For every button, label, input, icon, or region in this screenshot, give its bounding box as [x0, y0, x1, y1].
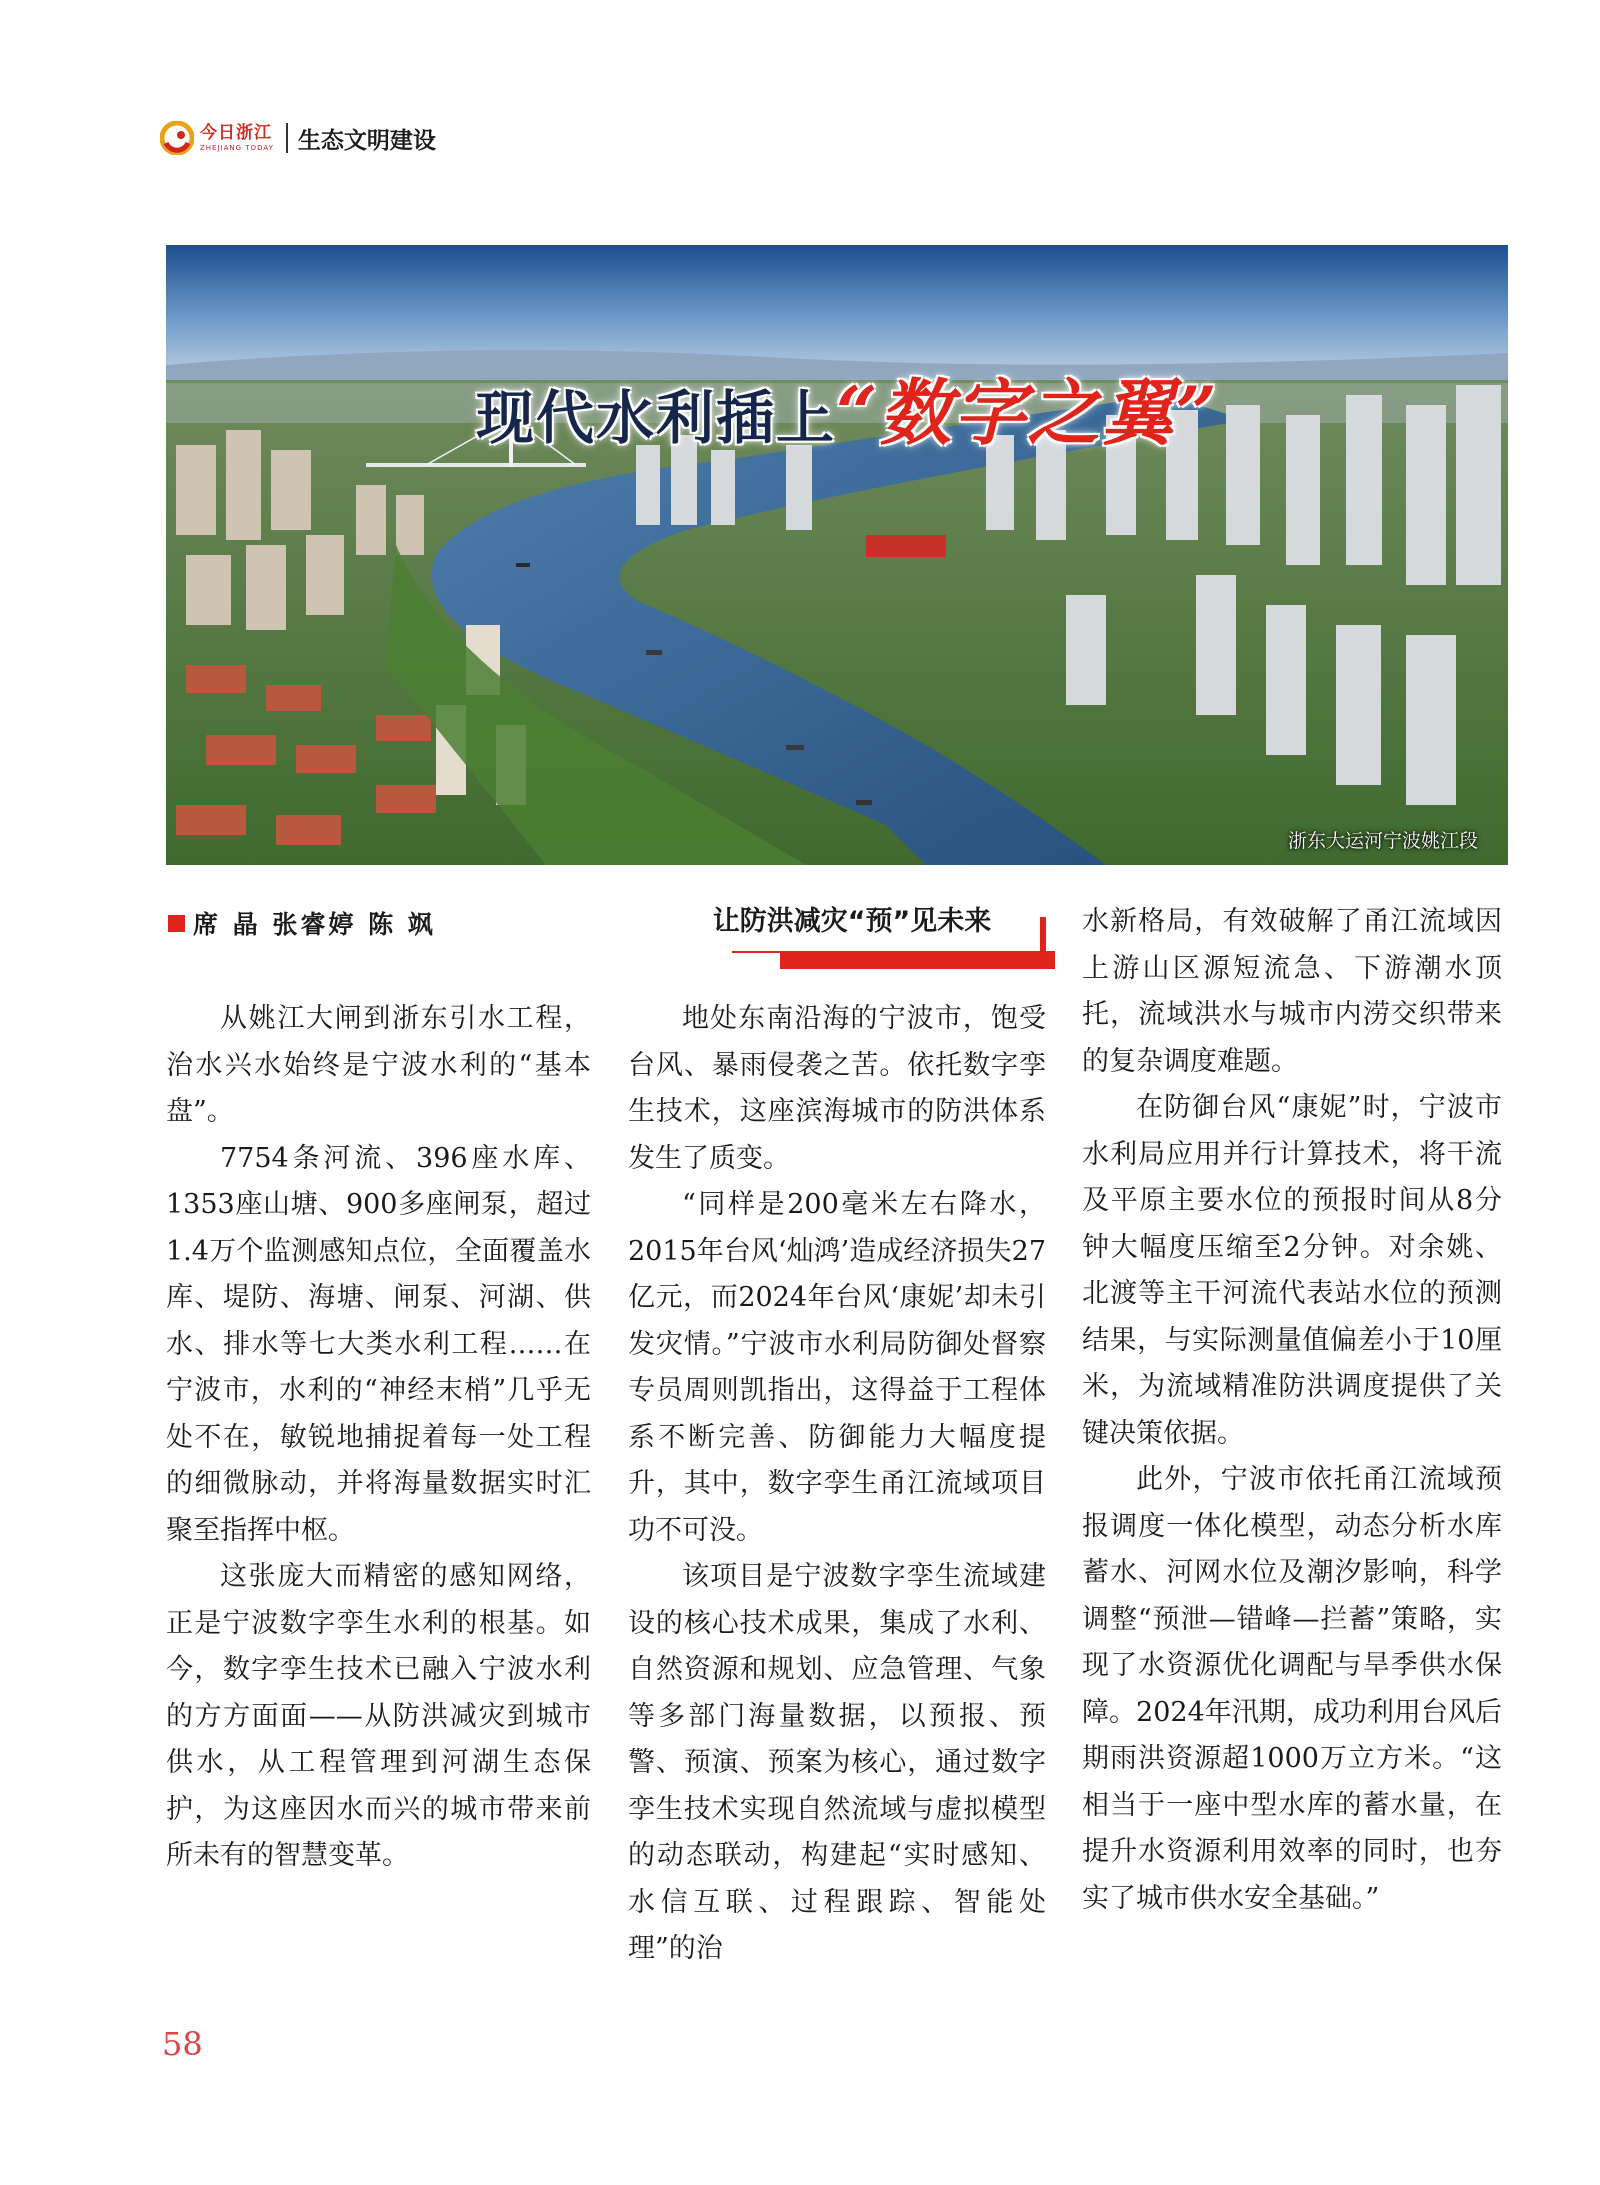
paragraph-continuation: 水新格局，有效破解了甬江流域因上游山区源短流急、下游潮水顶托，流域洪水与城市内涝交织带来的复杂调度难题。 — [1082, 906, 1502, 1077]
subheading: 让防洪减灾“预”见未来 — [712, 906, 992, 937]
logo-en: ZHEJIANG TODAY — [200, 143, 274, 152]
byline-authors: 席 晶 张睿婷 陈 飒 — [193, 910, 436, 939]
hero-photo — [166, 245, 1508, 865]
hero-title-prefix: 现代水利插上 — [476, 384, 837, 452]
masthead-divider — [286, 123, 288, 153]
logo-cn: 今日浙江 — [200, 122, 272, 143]
paragraph: “同样是200毫米左右降水，2015年台风‘灿鸿’造成经济损失27亿元，而2024年台风‘康妮’却未引发灾情。”宁波市水利局防御处督察专员周则凯指出，这得益于工程体系不断完善、防御能力大幅度提升，其中，数字孪生甬江流域项目功不可没。 — [628, 1189, 1046, 1546]
logo-wordmark — [200, 122, 274, 152]
photo-caption: 浙东大运河宁波姚江段 — [1287, 830, 1478, 852]
hero-title-highlight: “数字之翼” — [836, 370, 1219, 455]
subheading-block — [672, 895, 1062, 971]
page-number: 58 — [162, 2025, 203, 2063]
article-column-3 — [1082, 899, 1502, 1922]
paragraph: 此外，宁波市依托甬江流域预报调度一体化模型，动态分析水库蓄水、河网水位及潮汐影响，科学调整“预泄—错峰—拦蓄”策略，实现了水资源优化调配与旱季供水保障。2024年汛期，成功利用台风后期雨洪资源超1000万立方米。“这相当于一座中型水库的蓄水量，在提升水资源利用效率的同时，也夯实了城市供水安全基础。” — [1082, 1464, 1502, 1914]
subheading-bar — [780, 951, 1055, 969]
byline — [168, 905, 436, 941]
paragraph: 7754条河流、396座水库、1353座山塘、900多座闸泵，超过1.4万个监测感知点位，全面覆盖水库、堤防、海塘、闸泵、河湖、供水、排水等七大类水利工程……在宁波市，水利的“神经末梢”几乎无处不在，敏锐地捕捉着每一处工程的细微脉动，并将海量数据实时汇聚至指挥中枢。 — [166, 1142, 591, 1546]
paragraph: 该项目是宁波数字孪生流域建设的核心技术成果，集成了水利、自然资源和规划、应急管理、气象等多部门海量数据，以预报、预警、预演、预案为核心，通过数字孪生技术实现自然流域与虚拟模型的动态联动，构建起“实时感知、水信互联、过程跟踪、智能处理”的治 — [628, 1561, 1046, 1964]
subheading-tick — [1040, 917, 1046, 967]
paragraph: 这张庞大而精密的感知网络，正是宁波数字孪生水利的根基。如今，数字孪生技术已融入宁波水利的方方面面——从防洪减灾到城市供水，从工程管理到河湖生态保护，为这座因水而兴的城市带来前所未有的智慧变革。 — [166, 1561, 591, 1871]
section-title: 生态文明建设 — [297, 127, 436, 154]
article-column-1 — [166, 996, 591, 1880]
paragraph: 从姚江大闸到浙东引水工程，治水兴水始终是宁波水利的“基本盘”。 — [166, 1003, 591, 1127]
byline-marker — [168, 915, 185, 932]
subheading-rule — [732, 951, 782, 953]
paragraph: 地处东南沿海的宁波市，饱受台风、暴雨侵袭之苦。依托数字孪生技术，这座滨海城市的防洪体系发生了质变。 — [628, 1003, 1046, 1174]
logo-icon — [160, 121, 194, 155]
hero-title — [476, 355, 1219, 459]
article-column-2 — [628, 996, 1046, 1973]
masthead — [160, 118, 436, 158]
hero-photo-illustration — [166, 245, 1508, 865]
paragraph: 在防御台风“康妮”时，宁波市水利局应用并行计算技术，将干流及平原主要水位的预报时间从8分钟大幅度压缩至2分钟。对余姚、北渡等主干河流代表站水位的预测结果，与实际测量值偏差小于10厘米，为流域精准防洪调度提供了关键决策依据。 — [1082, 1092, 1502, 1449]
